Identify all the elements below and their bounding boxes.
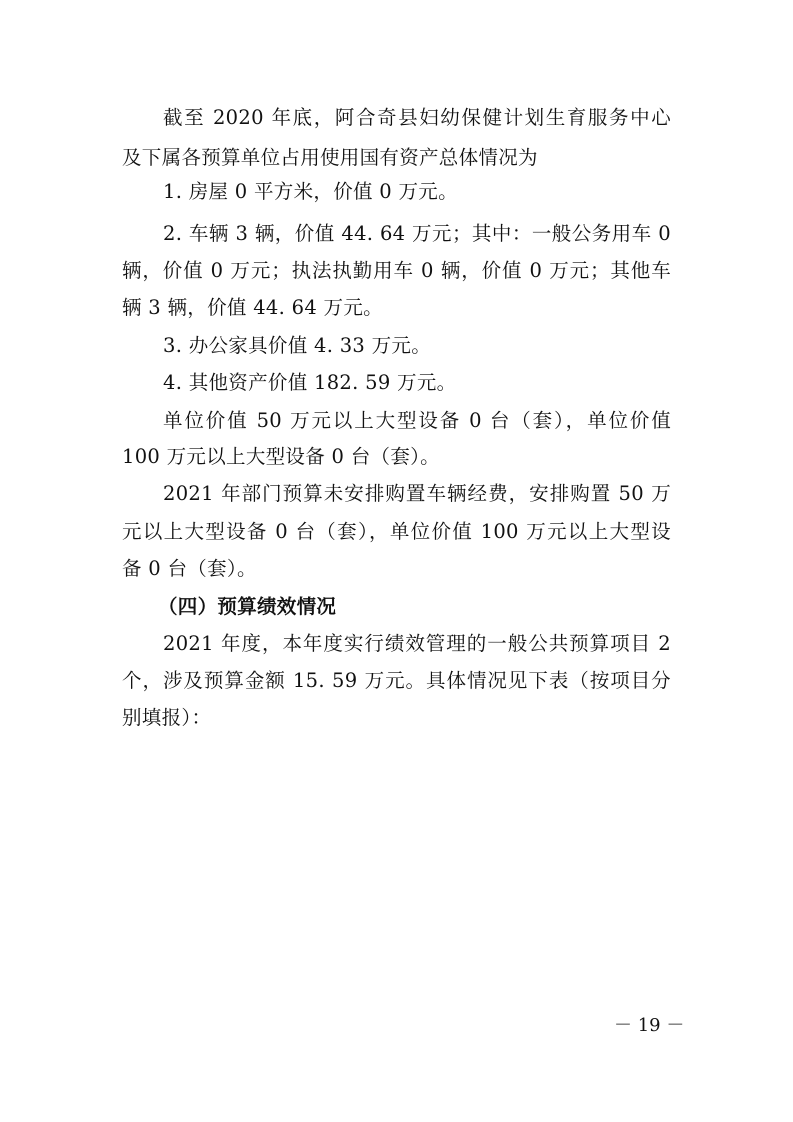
paragraph-line: 辆 3 辆，价值 44. 64 万元。 <box>122 296 383 319</box>
paragraph-line: 2021 年部门预算未安排购置车辆经费，安排购置 50 万 <box>163 482 671 505</box>
paragraph-line: 个，涉及预算金额 15. 59 万元。具体情况见下表（按项目分 <box>122 669 671 692</box>
paragraph-line: 别填报）： <box>122 706 212 729</box>
paragraph-line: 1. 房屋 0 平方米，价值 0 万元。 <box>163 180 458 203</box>
paragraph-line: 及下属各预算单位占用使用国有资产总体情况为 <box>122 146 538 169</box>
paragraph-line: 4. 其他资产价值 182. 59 万元。 <box>163 371 457 394</box>
paragraph-line: 单位价值 50 万元以上大型设备 0 台（套），单位价值 <box>163 409 671 432</box>
page-number: － 19 － <box>614 1015 685 1036</box>
paragraph-line: 辆，价值 0 万元；执法执勤用车 0 辆，价值 0 万元；其他车 <box>122 259 671 282</box>
paragraph-line: 元以上大型设备 0 台（套），单位价值 100 万元以上大型设 <box>122 520 671 543</box>
section-heading: （四）预算绩效情况 <box>158 595 337 618</box>
paragraph-line: 备 0 台（套）。 <box>122 557 257 580</box>
paragraph-line: 100 万元以上大型设备 0 台（套）。 <box>122 445 440 468</box>
paragraph-line: 截至 2020 年底，阿合奇县妇幼保健计划生育服务中心 <box>163 106 671 129</box>
paragraph-line: 3. 办公家具价值 4. 33 万元。 <box>163 334 432 357</box>
paragraph-line: 2. 车辆 3 辆，价值 44. 64 万元；其中：一般公务用车 0 <box>163 222 671 245</box>
paragraph-line: 2021 年度，本年度实行绩效管理的一般公共预算项目 2 <box>163 632 671 655</box>
